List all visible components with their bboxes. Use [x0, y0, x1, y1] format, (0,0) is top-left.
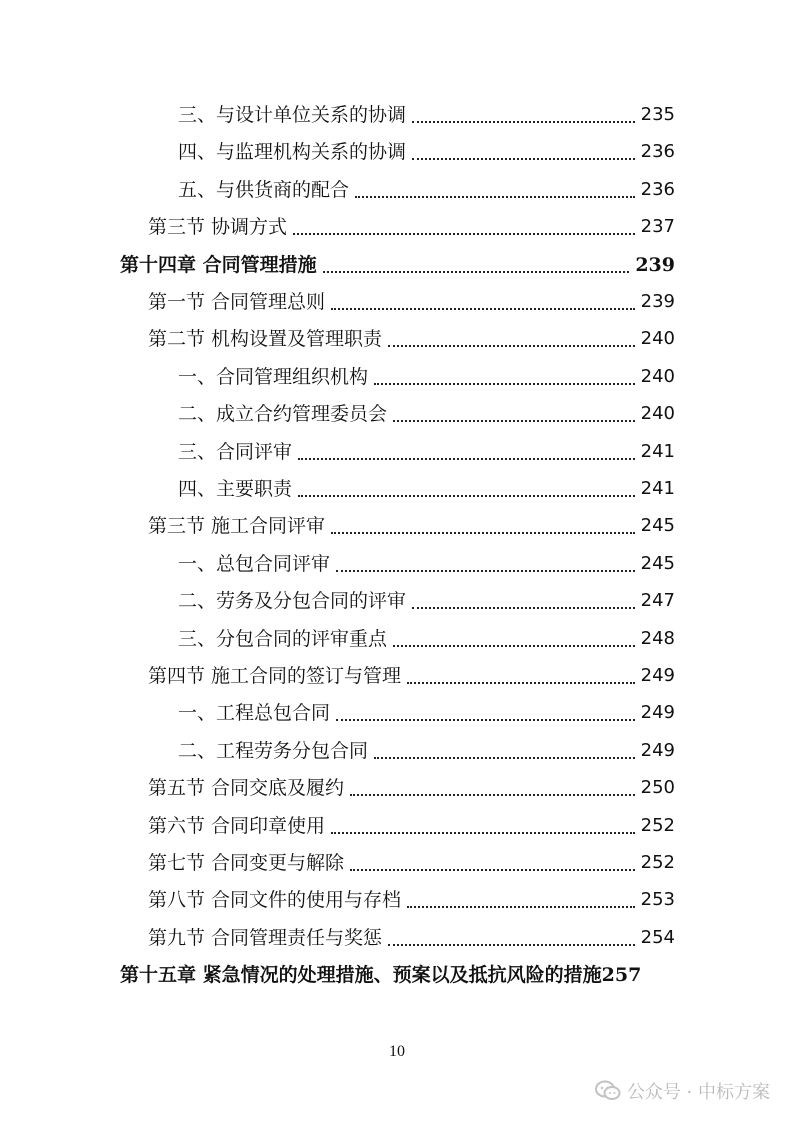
toc-entry-page: 240 [640, 403, 675, 425]
toc-subsection-entry [178, 549, 675, 579]
toc-dot-leader [298, 458, 635, 460]
toc-entry-page: 247 [640, 590, 675, 612]
toc-entry-label: 一、总包合同评审 [178, 552, 331, 575]
toc-chapter-entry [120, 960, 700, 990]
toc-dot-leader [412, 158, 635, 160]
toc-entry-label: 第二节 机构设置及管理职责 [148, 328, 383, 351]
toc-entry-label: 第一节 合同管理总则 [148, 291, 326, 313]
toc-entry-page: 257 [601, 964, 642, 987]
toc-subsection-entry [178, 175, 675, 205]
toc-dot-leader [350, 869, 635, 871]
toc-entry-label: 第三节 施工合同评审 [148, 515, 326, 538]
toc-entry-page: 245 [640, 552, 675, 574]
toc-entry-page: 248 [640, 627, 675, 649]
toc-dot-leader [412, 121, 635, 123]
toc-entry-label: 三、合同评审 [178, 440, 293, 463]
toc-entry-page: 240 [640, 328, 675, 350]
toc-dot-leader [407, 906, 635, 908]
toc-entry-label: 五、与供货商的配合 [178, 178, 350, 201]
toc-entry-label: 三、与设计单位关系的协调 [178, 104, 407, 126]
toc-dot-leader [407, 682, 635, 684]
toc-dot-leader [393, 420, 635, 422]
toc-section-entry [148, 287, 675, 317]
toc-chapter-entry [120, 250, 675, 280]
toc-entry-page: 236 [640, 178, 675, 200]
wechat-icon [595, 1080, 621, 1102]
toc-dot-leader [374, 757, 635, 759]
toc-entry-label: 第九节 合同管理责任与奖惩 [148, 926, 383, 949]
toc-entry-page: 249 [640, 665, 675, 686]
toc-entry-page: 240 [640, 365, 675, 387]
toc-entry-label: 第三节 协调方式 [148, 216, 288, 239]
toc-section-entry [148, 661, 675, 691]
toc-dot-leader [350, 794, 635, 796]
watermark-text: 公众号 · 中标方案 [626, 1082, 770, 1103]
toc-dot-leader [336, 719, 635, 721]
toc-entry-page: 249 [640, 739, 675, 761]
toc-entry-label: 四、与监理机构关系的协调 [178, 141, 407, 164]
toc-dot-leader [412, 607, 635, 609]
toc-entry-label: 第七节 合同变更与解除 [148, 852, 345, 874]
toc-entry-page: 249 [640, 702, 675, 724]
toc-entry-label: 四、主要职责 [178, 478, 293, 500]
toc-dot-leader [298, 495, 635, 497]
toc-entry-page: 235 [640, 104, 675, 125]
toc-entry-label: 二、成立合约管理委员会 [178, 403, 388, 426]
toc-subsection-entry [178, 362, 675, 392]
toc-dot-leader [388, 944, 635, 946]
toc-section-entry [148, 511, 675, 541]
toc-dot-leader [355, 196, 635, 198]
toc-entry-page: 250 [640, 777, 675, 799]
toc-entry-label: 一、工程总包合同 [178, 702, 331, 725]
toc-entry-page: 241 [640, 478, 675, 499]
toc-entry-label: 三、分包合同的评审重点 [178, 627, 388, 650]
toc-entry-page: 239 [635, 253, 675, 276]
watermark [595, 1078, 770, 1104]
toc-section-entry [148, 212, 675, 242]
toc-entry-label: 一、合同管理组织机构 [178, 365, 369, 388]
toc-dot-leader [293, 233, 635, 235]
toc-subsection-entry [178, 474, 675, 504]
toc-dot-leader [331, 832, 635, 834]
toc-entry-page: 239 [640, 291, 675, 312]
toc-entry-label: 第四节 施工合同的签订与管理 [148, 665, 402, 687]
toc-dot-leader [323, 271, 630, 273]
toc-entry-label: 第十五章 紧急情况的处理措施、预案以及抵抗风险的措施 [120, 964, 602, 987]
toc-section-entry [148, 885, 675, 915]
toc-dot-leader [331, 308, 635, 310]
toc-entry-label: 第五节 合同交底及履约 [148, 777, 345, 800]
toc-entry-page: 245 [640, 515, 675, 537]
toc-entry-label: 第十四章 合同管理措施 [120, 253, 317, 276]
toc-dot-leader [374, 383, 635, 385]
toc-entry-page: 236 [640, 141, 675, 163]
toc-subsection-entry [178, 736, 675, 766]
toc-dot-leader [336, 570, 635, 572]
toc-section-entry [148, 923, 675, 953]
toc-subsection-entry [178, 137, 675, 167]
toc-section-entry [148, 811, 675, 841]
toc-section-entry [148, 324, 675, 354]
toc-entry-page: 253 [640, 889, 675, 911]
toc-entry-label: 二、工程劳务分包合同 [178, 739, 369, 762]
toc-subsection-entry [178, 437, 675, 467]
toc-subsection-entry [178, 399, 675, 429]
toc-entry-label: 二、劳务及分包合同的评审 [178, 590, 407, 613]
toc-dot-leader [393, 645, 635, 647]
page-number: 10 [389, 1043, 405, 1060]
toc-entry-page: 252 [640, 852, 675, 873]
toc-entry-label: 第八节 合同文件的使用与存档 [148, 889, 402, 912]
toc-entry-page: 237 [640, 216, 675, 238]
toc-entry-page: 252 [640, 814, 675, 836]
toc-subsection-entry [178, 698, 675, 728]
toc-entry-page: 241 [640, 440, 675, 462]
toc-entry-label: 第六节 合同印章使用 [148, 814, 326, 837]
toc-dot-leader [331, 532, 635, 534]
toc-subsection-entry [178, 624, 675, 654]
toc-dot-leader [388, 345, 635, 347]
toc-subsection-entry [178, 586, 675, 616]
toc-section-entry [148, 848, 675, 878]
toc-section-entry [148, 773, 675, 803]
toc-subsection-entry [178, 100, 675, 130]
toc-entry-page: 254 [640, 926, 675, 948]
